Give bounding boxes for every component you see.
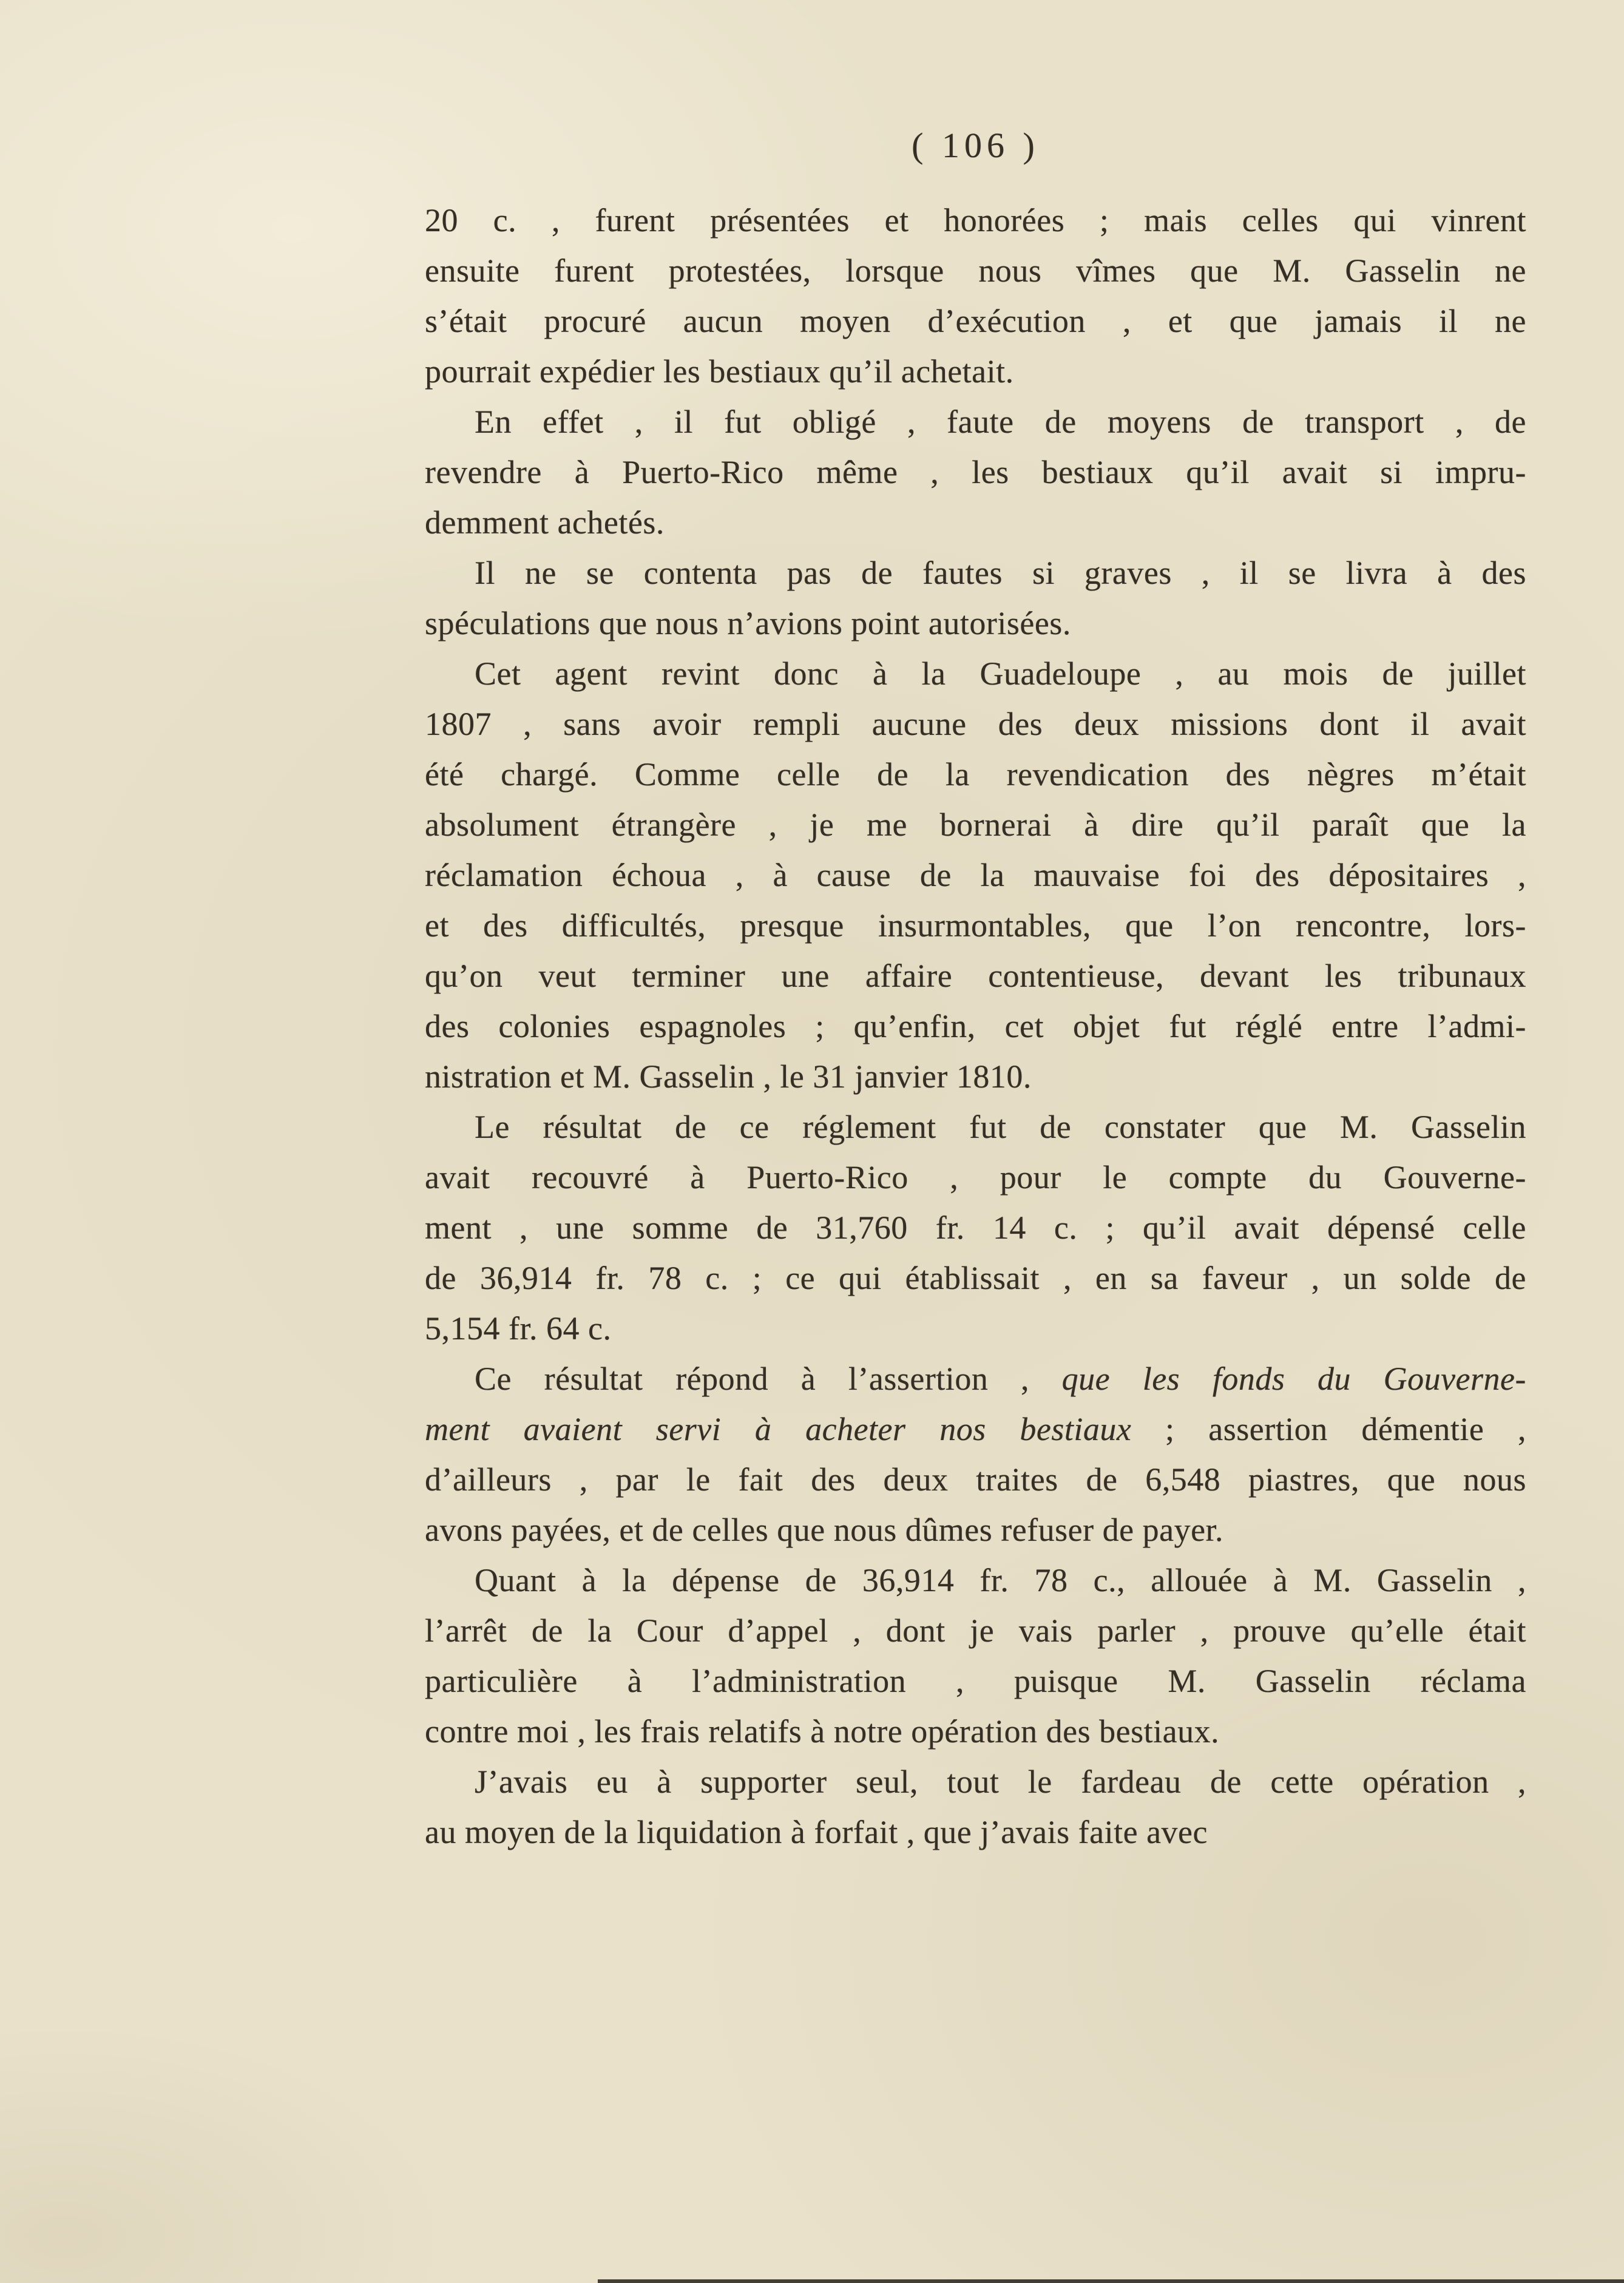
text-line: [425, 800, 1526, 850]
text-line: [425, 1404, 1526, 1455]
text-segment: l’arrêt de la Cour d’appel , dont je vais parler , prouve qu’elle était: [425, 1612, 1526, 1649]
text-segment: s’était procuré aucun moyen d’exécution , et que jamais il ne: [425, 303, 1526, 339]
text-segment: et des difficultés, presque insurmontables, que l’on rencontre, lors-: [425, 907, 1526, 944]
text-line: [425, 1354, 1526, 1404]
text-line: [425, 548, 1526, 598]
italic-text-segment: que les fonds du Gouverne-: [1061, 1361, 1526, 1397]
text-line: [425, 1001, 1526, 1052]
text-segment: été chargé. Comme celle de la revendication des nègres m’était: [425, 756, 1526, 793]
text-line: [425, 347, 1526, 397]
text-segment: spéculations que nous n’avions point autorisées.: [425, 605, 1071, 641]
text-line: [425, 749, 1526, 800]
text-line: [425, 498, 1526, 548]
text-segment: revendre à Puerto-Rico même , les bestiaux qu’il avait si impru-: [425, 454, 1526, 490]
text-line: [425, 397, 1526, 447]
text-line: [425, 1304, 1526, 1354]
text-segment: Le résultat de ce réglement fut de constater que M. Gasselin: [475, 1109, 1526, 1145]
text-line: [425, 1606, 1526, 1656]
text-segment: demment achetés.: [425, 504, 665, 541]
text-segment: Quant à la dépense de 36,914 fr. 78 c., allouée à M. Gasselin ,: [475, 1562, 1526, 1598]
text-segment: avons payées, et de celles que nous dûmes refuser de payer.: [425, 1512, 1224, 1548]
text-segment: au moyen de la liquidation à forfait , que j’avais faite avec: [425, 1814, 1208, 1850]
text-segment: absolument étrangère , je me bornerai à dire qu’il paraît que la: [425, 807, 1526, 843]
text-line: [425, 1757, 1526, 1807]
text-segment: réclamation échoua , à cause de la mauvaise foi des dépositaires ,: [425, 857, 1526, 893]
text-segment: J’avais eu à supporter seul, tout le fardeau de cette opération ,: [475, 1764, 1526, 1800]
text-line: [425, 598, 1526, 649]
text-line: [425, 1555, 1526, 1606]
text-line: [425, 1807, 1526, 1858]
text-segment: Ce résultat répond à l’assertion ,: [475, 1361, 1062, 1397]
text-line: [425, 195, 1526, 246]
text-line: [425, 296, 1526, 347]
text-segment: des colonies espagnoles ; qu’enfin, cet objet fut réglé entre l’admi-: [425, 1008, 1526, 1044]
text-segment: 1807 , sans avoir rempli aucune des deux missions dont il avait: [425, 706, 1526, 742]
text-segment: contre moi , les frais relatifs à notre opération des bestiaux.: [425, 1713, 1220, 1750]
text-segment: ensuite furent protestées, lorsque nous vîmes que M. Gasselin ne: [425, 252, 1526, 289]
text-segment: Cet agent revint donc à la Guadeloupe , au mois de juillet: [475, 655, 1526, 692]
text-segment: Il ne se contenta pas de fautes si graves , il se livra à des: [475, 555, 1526, 591]
text-segment: ; assertion démentie ,: [1131, 1411, 1526, 1447]
text-line: [425, 699, 1526, 749]
text-segment: pourrait expédier les bestiaux qu’il achetait.: [425, 353, 1014, 390]
text-segment: d’ailleurs , par le fait des deux traites de 6,548 piastres, que nous: [425, 1461, 1526, 1498]
text-segment: de 36,914 fr. 78 c. ; ce qui établissait , en sa faveur , un solde de: [425, 1260, 1526, 1296]
text-line: [425, 951, 1526, 1001]
text-line: [425, 1102, 1526, 1152]
text-segment: avait recouvré à Puerto-Rico , pour le compte du Gouverne-: [425, 1159, 1526, 1196]
text-line: [425, 901, 1526, 951]
text-segment: ment , une somme de 31,760 fr. 14 c. ; qu’il avait dépensé celle: [425, 1209, 1526, 1246]
text-segment: En effet , il fut obligé , faute de moyens de transport , de: [475, 404, 1526, 440]
scan-edge-artifact: [598, 2279, 1624, 2283]
text-line: [425, 1656, 1526, 1706]
text-block: [425, 195, 1526, 1858]
page-number: ( 106 ): [912, 126, 1040, 165]
text-line: [425, 1505, 1526, 1555]
text-line: [425, 1152, 1526, 1203]
text-line: [425, 1253, 1526, 1304]
text-line: [425, 1203, 1526, 1253]
text-segment: particulière à l’administration , puisque M. Gasselin réclama: [425, 1663, 1526, 1699]
text-line: [425, 1706, 1526, 1757]
text-segment: 5,154 fr. 64 c.: [425, 1310, 612, 1347]
text-line: [425, 447, 1526, 498]
text-segment: qu’on veut terminer une affaire contentieuse, devant les tribunaux: [425, 958, 1526, 994]
text-line: [425, 1455, 1526, 1505]
text-segment: 20 c. , furent présentées et honorées ; mais celles qui vinrent: [425, 202, 1526, 238]
italic-text-segment: ment avaient servi à acheter nos bestiaux: [425, 1411, 1132, 1447]
text-line: [425, 850, 1526, 901]
text-line: [425, 1052, 1526, 1102]
text-line: [425, 246, 1526, 296]
text-line: [425, 649, 1526, 699]
text-segment: nistration et M. Gasselin , le 31 janvier 1810.: [425, 1058, 1032, 1095]
